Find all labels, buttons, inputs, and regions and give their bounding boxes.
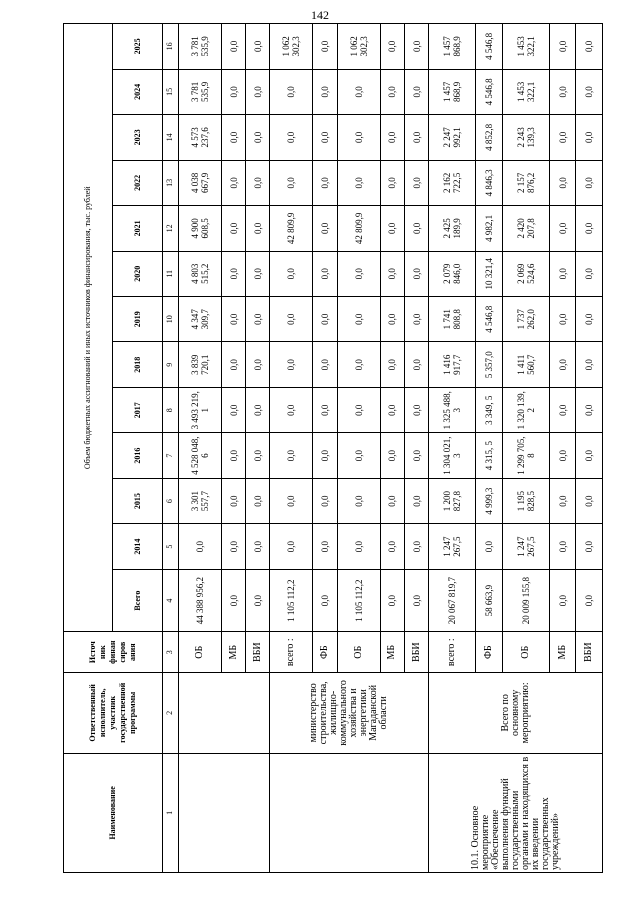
- value-cell: 42 809,9: [270, 206, 313, 251]
- value-cell: 1 299 705, 8: [502, 433, 549, 478]
- value-cell: 0,0: [221, 115, 245, 160]
- value-cell: 2 079 846,0: [429, 251, 476, 296]
- value-cell: 0,0: [404, 251, 428, 296]
- value-cell: 0,0: [221, 297, 245, 342]
- header-year-2020: 2020: [113, 251, 162, 296]
- column-number: 5: [162, 524, 178, 569]
- value-cell: 0,0: [270, 69, 313, 114]
- value-cell: 1 457 868,9: [429, 69, 476, 114]
- value-cell: 0,0: [576, 115, 603, 160]
- value-cell: 4 982,1: [476, 206, 503, 251]
- value-cell: 0,0: [221, 206, 245, 251]
- value-cell: 2 069 524,6: [502, 251, 549, 296]
- value-cell: 0,0: [404, 24, 428, 70]
- value-cell: 0,0: [549, 115, 576, 160]
- value-cell: 3 781 535,9: [178, 69, 221, 114]
- value-cell: 0,0: [246, 115, 270, 160]
- value-cell: 0,0: [246, 387, 270, 432]
- value-cell: 0,0: [337, 297, 380, 342]
- value-cell: 1 416 917,7: [429, 342, 476, 387]
- header-year-2017: 2017: [113, 387, 162, 432]
- value-cell: 0,0: [246, 433, 270, 478]
- value-cell: 0,0: [337, 342, 380, 387]
- value-cell: 1 105 112,2: [270, 569, 313, 632]
- value-cell: 0,0: [380, 387, 404, 432]
- header-year-2019: 2019: [113, 297, 162, 342]
- value-cell: 0,0: [313, 206, 337, 251]
- value-cell: 0,0: [549, 160, 576, 205]
- block1-executor-cell: [178, 672, 270, 753]
- value-cell: 1 325 488, 3: [429, 387, 476, 432]
- value-cell: 0,0: [313, 342, 337, 387]
- value-cell: 0,0: [221, 251, 245, 296]
- value-cell: 4 803 515,2: [178, 251, 221, 296]
- value-cell: 10 321,4: [476, 251, 503, 296]
- value-cell: 0,0: [380, 206, 404, 251]
- value-cell: 4 315, 5: [476, 433, 503, 478]
- value-cell: 0,0: [380, 160, 404, 205]
- value-cell: 1 062 302,3: [337, 24, 380, 70]
- value-cell: 2 247 992,1: [429, 115, 476, 160]
- value-cell: 0,0: [549, 569, 576, 632]
- column-number: 11: [162, 251, 178, 296]
- value-cell: 20 067 819,7: [429, 569, 476, 632]
- value-cell: 1 195 828,5: [502, 478, 549, 523]
- source-cell: всего :: [429, 632, 476, 672]
- value-cell: 0,0: [337, 115, 380, 160]
- value-cell: 0,0: [404, 478, 428, 523]
- column-number: 13: [162, 160, 178, 205]
- value-cell: 0,0: [380, 69, 404, 114]
- header-year-2022: 2022: [113, 160, 162, 205]
- value-cell: 0,0: [404, 160, 428, 205]
- value-cell: 0,0: [576, 251, 603, 296]
- value-cell: 0,0: [549, 433, 576, 478]
- value-cell: 1 737 262,0: [502, 297, 549, 342]
- value-cell: 3 493 219, 1: [178, 387, 221, 432]
- source-cell: МБ: [549, 632, 576, 672]
- value-cell: 0,0: [246, 297, 270, 342]
- value-cell: 1 105 112,2: [337, 569, 380, 632]
- value-cell: 1 741 808,8: [429, 297, 476, 342]
- value-cell: 4 846,3: [476, 160, 503, 205]
- value-cell: 0,0: [576, 160, 603, 205]
- block1-name-cell: [178, 753, 270, 872]
- value-cell: 0,0: [380, 115, 404, 160]
- value-cell: 0,0: [549, 342, 576, 387]
- value-cell: 0,0: [404, 115, 428, 160]
- table-row: [429, 24, 476, 873]
- value-cell: 0,0: [380, 342, 404, 387]
- value-cell: 2 425 189,9: [429, 206, 476, 251]
- value-cell: 4 546,8: [476, 69, 503, 114]
- value-cell: 0,0: [549, 524, 576, 569]
- value-cell: 2 243 139,3: [502, 115, 549, 160]
- value-cell: 0,0: [380, 433, 404, 478]
- value-cell: 20 009 155,8: [502, 569, 549, 632]
- value-cell: 2 157 876,2: [502, 160, 549, 205]
- page-number: 142: [311, 8, 329, 22]
- column-number: 7: [162, 433, 178, 478]
- value-cell: 0,0: [404, 342, 428, 387]
- header-row-1: [64, 24, 113, 873]
- value-cell: 0,0: [380, 251, 404, 296]
- value-cell: 0,0: [246, 69, 270, 114]
- value-cell: 0,0: [313, 160, 337, 205]
- value-cell: 4 038 667,9: [178, 160, 221, 205]
- value-cell: 0,0: [270, 433, 313, 478]
- value-cell: 0,0: [404, 433, 428, 478]
- value-cell: 0,0: [549, 478, 576, 523]
- value-cell: 0,0: [576, 297, 603, 342]
- value-cell: 0,0: [576, 524, 603, 569]
- source-cell: ФБ: [313, 632, 337, 672]
- value-cell: 0,0: [576, 342, 603, 387]
- value-cell: 0,0: [313, 478, 337, 523]
- value-cell: 0,0: [337, 433, 380, 478]
- value-cell: 4 528 048, 6: [178, 433, 221, 478]
- column-number: 6: [162, 478, 178, 523]
- source-cell: всего :: [270, 632, 313, 672]
- value-cell: 0,0: [221, 524, 245, 569]
- value-cell: 0,0: [337, 524, 380, 569]
- value-cell: 0,0: [576, 433, 603, 478]
- block3-executor-cell: Всего по основному мероприятию:: [429, 672, 603, 753]
- value-cell: 0,0: [576, 569, 603, 632]
- value-cell: 0,0: [221, 569, 245, 632]
- value-cell: 0,0: [246, 24, 270, 70]
- header-year-2024: 2024: [113, 69, 162, 114]
- value-cell: 0,0: [270, 524, 313, 569]
- column-number: 9: [162, 342, 178, 387]
- value-cell: 0,0: [380, 569, 404, 632]
- rotated-table-wrapper: [63, 23, 603, 873]
- value-cell: 0,0: [549, 24, 576, 70]
- value-cell: 0,0: [270, 160, 313, 205]
- value-cell: 0,0: [404, 569, 428, 632]
- value-cell: 0,0: [246, 524, 270, 569]
- value-cell: 3 301 557,7: [178, 478, 221, 523]
- value-cell: 0,0: [313, 69, 337, 114]
- value-cell: 3 349, 5: [476, 387, 503, 432]
- value-cell: 0,0: [270, 387, 313, 432]
- value-cell: 0,0: [246, 569, 270, 632]
- value-cell: 0,0: [313, 524, 337, 569]
- value-cell: 0,0: [313, 433, 337, 478]
- column-number: 2: [162, 672, 178, 753]
- value-cell: 1 247 267,5: [502, 524, 549, 569]
- value-cell: 0,0: [576, 478, 603, 523]
- header-source: Источ ник финан сиров ания: [64, 632, 163, 672]
- value-cell: 0,0: [246, 342, 270, 387]
- value-cell: 0,0: [476, 524, 503, 569]
- table-body: [64, 24, 603, 873]
- header-year-2023: 2023: [113, 115, 162, 160]
- source-cell: МБ: [380, 632, 404, 672]
- header-year-2015: 2015: [113, 478, 162, 523]
- column-number-row: [162, 24, 178, 873]
- column-number: 12: [162, 206, 178, 251]
- value-cell: 0,0: [549, 387, 576, 432]
- value-cell: 1 062 302,3: [270, 24, 313, 70]
- value-cell: 0,0: [337, 251, 380, 296]
- value-cell: 4 900 608,5: [178, 206, 221, 251]
- value-cell: 0,0: [404, 387, 428, 432]
- value-cell: 0,0: [313, 297, 337, 342]
- value-cell: 0,0: [549, 297, 576, 342]
- value-cell: 0,0: [380, 24, 404, 70]
- value-cell: 4 852,8: [476, 115, 503, 160]
- column-number: 3: [162, 632, 178, 672]
- header-name: Наименование: [64, 753, 163, 872]
- header-year-2021: 2021: [113, 206, 162, 251]
- source-cell: ФБ: [476, 632, 503, 672]
- value-cell: 0,0: [313, 569, 337, 632]
- value-cell: 0,0: [221, 160, 245, 205]
- block3-name-cell: 10.1. Основное мероприятие «Обеспечение выполнения функций государственными органами и находящихся в их введении государственных учреждений»: [429, 753, 603, 872]
- column-number: 8: [162, 387, 178, 432]
- value-cell: 0,0: [549, 69, 576, 114]
- value-cell: 4 546,8: [476, 24, 503, 70]
- value-cell: 0,0: [313, 24, 337, 70]
- column-number: 14: [162, 115, 178, 160]
- value-cell: 1 453 322,1: [502, 69, 549, 114]
- source-cell: ВБИ: [404, 632, 428, 672]
- value-cell: 1 247 267,5: [429, 524, 476, 569]
- value-cell: 0,0: [178, 524, 221, 569]
- value-cell: 42 809,9: [337, 206, 380, 251]
- value-cell: 2 162 722,5: [429, 160, 476, 205]
- value-cell: 0,0: [246, 206, 270, 251]
- value-cell: 1 304 021, 3: [429, 433, 476, 478]
- value-cell: 1 457 868,9: [429, 24, 476, 70]
- value-cell: 0,0: [576, 387, 603, 432]
- value-cell: 1 200 827,8: [429, 478, 476, 523]
- block2-name-cell: [270, 753, 429, 872]
- value-cell: 0,0: [576, 206, 603, 251]
- column-number: 15: [162, 69, 178, 114]
- block2-executor-cell: министерство строительства, жилищно-коммунального хозяйства и энергетики Магаданской области: [270, 672, 429, 753]
- value-cell: 0,0: [313, 387, 337, 432]
- source-cell: ОБ: [337, 632, 380, 672]
- value-cell: 1 453 322,1: [502, 24, 549, 70]
- value-cell: 0,0: [380, 478, 404, 523]
- value-cell: 0,0: [380, 524, 404, 569]
- header-executor: Ответственный исполнитель, участник государственной программы: [64, 672, 163, 753]
- column-number: 16: [162, 24, 178, 70]
- value-cell: 0,0: [270, 342, 313, 387]
- value-cell: 0,0: [404, 297, 428, 342]
- header-total: Всего: [113, 569, 162, 632]
- value-cell: 0,0: [313, 115, 337, 160]
- value-cell: 0,0: [337, 160, 380, 205]
- header-year-2016: 2016: [113, 433, 162, 478]
- value-cell: 0,0: [270, 115, 313, 160]
- source-cell: ОБ: [178, 632, 221, 672]
- value-cell: 0,0: [337, 478, 380, 523]
- value-cell: 1 411 560,7: [502, 342, 549, 387]
- value-cell: 4 546,8: [476, 297, 503, 342]
- header-year-2014: 2014: [113, 524, 162, 569]
- source-cell: ВБИ: [576, 632, 603, 672]
- value-cell: 0,0: [270, 297, 313, 342]
- header-funding-caption: Объем бюджетных ассигнований и иных источников финансирования, тыс. рублей: [64, 24, 113, 632]
- column-number: 1: [162, 753, 178, 872]
- value-cell: 0,0: [221, 342, 245, 387]
- table-row: [270, 24, 313, 873]
- value-cell: 0,0: [404, 524, 428, 569]
- value-cell: 0,0: [576, 24, 603, 70]
- source-cell: МБ: [221, 632, 245, 672]
- value-cell: 58 663,9: [476, 569, 503, 632]
- value-cell: 0,0: [221, 433, 245, 478]
- value-cell: 1 320 139, 2: [502, 387, 549, 432]
- table-row: [178, 24, 221, 873]
- value-cell: 0,0: [549, 251, 576, 296]
- value-cell: 0,0: [337, 69, 380, 114]
- value-cell: 0,0: [313, 251, 337, 296]
- value-cell: 0,0: [404, 206, 428, 251]
- value-cell: 0,0: [549, 206, 576, 251]
- column-number: 4: [162, 569, 178, 632]
- header-year-2018: 2018: [113, 342, 162, 387]
- value-cell: 0,0: [221, 387, 245, 432]
- value-cell: 0,0: [337, 387, 380, 432]
- value-cell: 5 357,0: [476, 342, 503, 387]
- financing-table: [63, 23, 603, 873]
- column-number: 10: [162, 297, 178, 342]
- value-cell: 4 347 309,7: [178, 297, 221, 342]
- value-cell: 0,0: [246, 478, 270, 523]
- value-cell: 0,0: [221, 478, 245, 523]
- value-cell: 0,0: [380, 297, 404, 342]
- value-cell: 0,0: [221, 24, 245, 70]
- value-cell: 0,0: [404, 69, 428, 114]
- value-cell: 0,0: [576, 69, 603, 114]
- value-cell: 4 573 237,6: [178, 115, 221, 160]
- value-cell: 4 999,3: [476, 478, 503, 523]
- value-cell: 0,0: [246, 251, 270, 296]
- header-year-2025: 2025: [113, 24, 162, 70]
- source-cell: ОБ: [502, 632, 549, 672]
- value-cell: 2 420 207,8: [502, 206, 549, 251]
- value-cell: 3 839 720,1: [178, 342, 221, 387]
- value-cell: 0,0: [221, 69, 245, 114]
- value-cell: 3 781 535,9: [178, 24, 221, 70]
- source-cell: ВБИ: [246, 632, 270, 672]
- value-cell: 0,0: [246, 160, 270, 205]
- value-cell: 44 388 956,2: [178, 569, 221, 632]
- value-cell: 0,0: [270, 251, 313, 296]
- value-cell: 0,0: [270, 478, 313, 523]
